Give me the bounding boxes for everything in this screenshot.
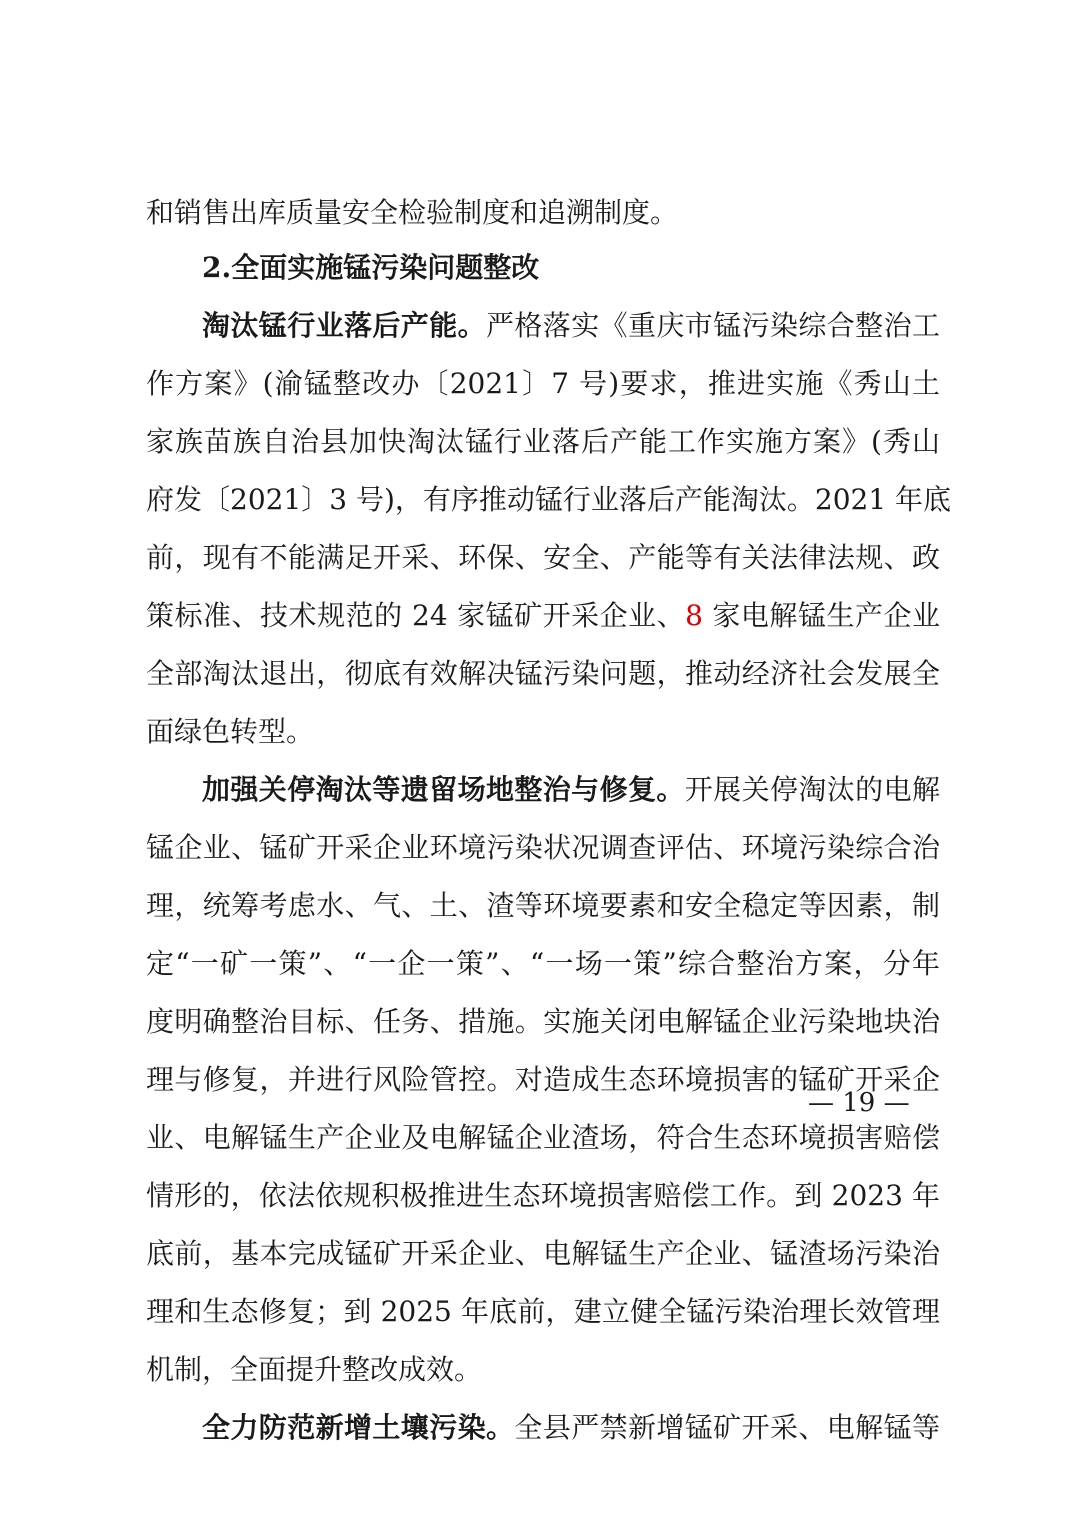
paragraph-title: 淘汰锰行业落后产能。 [202,309,486,342]
text-line: 和销售出库质量安全检验制度和追溯制度。 [146,196,679,229]
paragraph-line: 情形的，依法依规积极推进生态环境损害赔偿工作。到 2023 年 [146,1179,940,1212]
text-span: 开展关停淘汰的电解 [684,773,940,806]
paragraph-line: 锰企业、锰矿开采企业环境污染状况调查评估、环境污染综合治 [146,831,940,864]
paragraph-line: 机制，全面提升整改成效。 [146,1353,483,1386]
page-number: — 19 — [808,1088,910,1118]
paragraph-line [146,297,940,355]
document-page [146,184,952,1457]
paragraph-line: 前，现有不能满足开采、环保、安全、产能等有关法律法规、政 [146,541,940,574]
text-span: 全县严禁新增锰矿开采、电解锰等 [514,1411,940,1444]
paragraph-line [146,587,940,645]
paragraph-line: 理和生态修复；到 2025 年底前，建立健全锰污染治理长效管理 [146,1295,940,1328]
section-heading: 2.全面实施锰污染问题整改 [202,251,540,284]
paragraph-line: 度明确整治目标、任务、措施。实施关闭电解锰企业污染地块治 [146,1005,940,1038]
text-span: 家电解锰生产企业 [703,599,940,632]
paragraph-title: 全力防范新增土壤污染。 [202,1411,515,1444]
text-span: 策标准、技术规范的 24 家锰矿开采企业、 [146,599,686,632]
paragraph-line: 面绿色转型。 [146,715,315,748]
paragraph-line: 业、电解锰生产企业及电解锰企业渣场，符合生态环境损害赔偿 [146,1121,940,1154]
paragraph-line: 定“一矿一策”、“一企一策”、“一场一策”综合整治方案，分年 [146,947,940,980]
paragraph-line [146,761,940,819]
text-span: 严格落实《重庆市锰污染综合整治工 [486,309,940,342]
paragraph-line: 全部淘汰退出，彻底有效解决锰污染问题，推动经济社会发展全 [146,657,940,690]
paragraph-line: 家族苗族自治县加快淘汰锰行业落后产能工作实施方案》(秀山 [146,425,940,458]
paragraph-line: 理与修复，并进行风险管控。对造成生态环境损害的锰矿开采企 [146,1063,940,1096]
highlighted-number: 8 [685,599,703,632]
paragraph-line: 底前，基本完成锰矿开采企业、电解锰生产企业、锰渣场污染治 [146,1237,940,1270]
paragraph-line [146,1399,940,1457]
paragraph-title: 加强关停淘汰等遗留场地整治与修复。 [202,773,685,806]
paragraph-line: 作方案》(渝锰整改办〔2021〕7 号)要求，推进实施《秀山土 [146,367,940,400]
paragraph-line: 府发〔2021〕3 号)，有序推动锰行业落后产能淘汰。2021 年底 [146,483,952,516]
paragraph-line: 理，统筹考虑水、气、土、渣等环境要素和安全稳定等因素，制 [146,889,940,922]
